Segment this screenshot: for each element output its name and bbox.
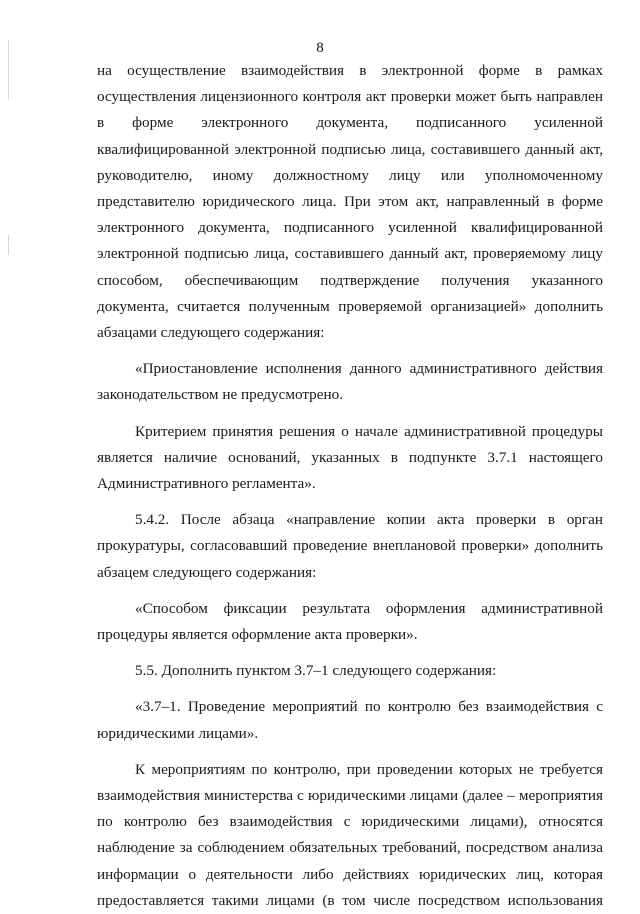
paragraph-1: на осуществление взаимодействия в электронной форме в рамках осуществления лицензионного контроля акт проверки может быть направлен в форме электронного документа, подписанного усиленной квалифицированной электронной подписью лица, составившего данный акт, руководителю, иному должностному лицу или уполномоченному представителю юридического лица. При этом акт, направленный в форме электронного документа, подписанного усиленной квалифицированной электронной подписью лица, составившего данный акт, проверяемому лицу способом, обеспечивающим подтверждение получения указанного документа, считается полученным проверяемой организацией» дополнить абзацами следующего содержания:	[97, 62, 603, 342]
paragraph-7: «3.7–1. Проведение мероприятий по контролю без взаимодействия с юридическими лицами».	[97, 698, 603, 742]
margin-mark	[8, 235, 9, 255]
document-body	[97, 58, 603, 914]
paragraph-8: К мероприятиям по контролю, при проведении которых не требуется взаимодействия министерства с юридическими лицами (далее – мероприятия по контролю без взаимодействия с юридическими лицами), относятся наблюдение за соблюдением обязательных требований, посредством анализа информации о деятельности либо действиях юридических лиц, которая предоставляется такими лицами (в том числе посредством использования	[97, 760, 603, 909]
paragraph-3: Критерием принятия решения о начале административной процедуры является наличие оснований, указанных в подпункте 3.7.1 настоящего Административного регламента».	[97, 422, 603, 493]
page-number: 8	[316, 40, 324, 56]
paragraph-4: 5.4.2. После абзаца «направление копии акта проверки в орган прокуратуры, согласовавший проведение внеплановой проверки» дополнить абзацем следующего содержания:	[97, 511, 603, 581]
paragraph-6: 5.5. Дополнить пунктом 3.7–1 следующего содержания:	[135, 662, 497, 680]
paragraph-2: «Приостановление исполнения данного административного действия законодательством не предусмотрено.	[97, 360, 603, 404]
paragraph-5: «Способом фиксации результата оформления административной процедуры является оформление акта проверки».	[97, 599, 603, 644]
